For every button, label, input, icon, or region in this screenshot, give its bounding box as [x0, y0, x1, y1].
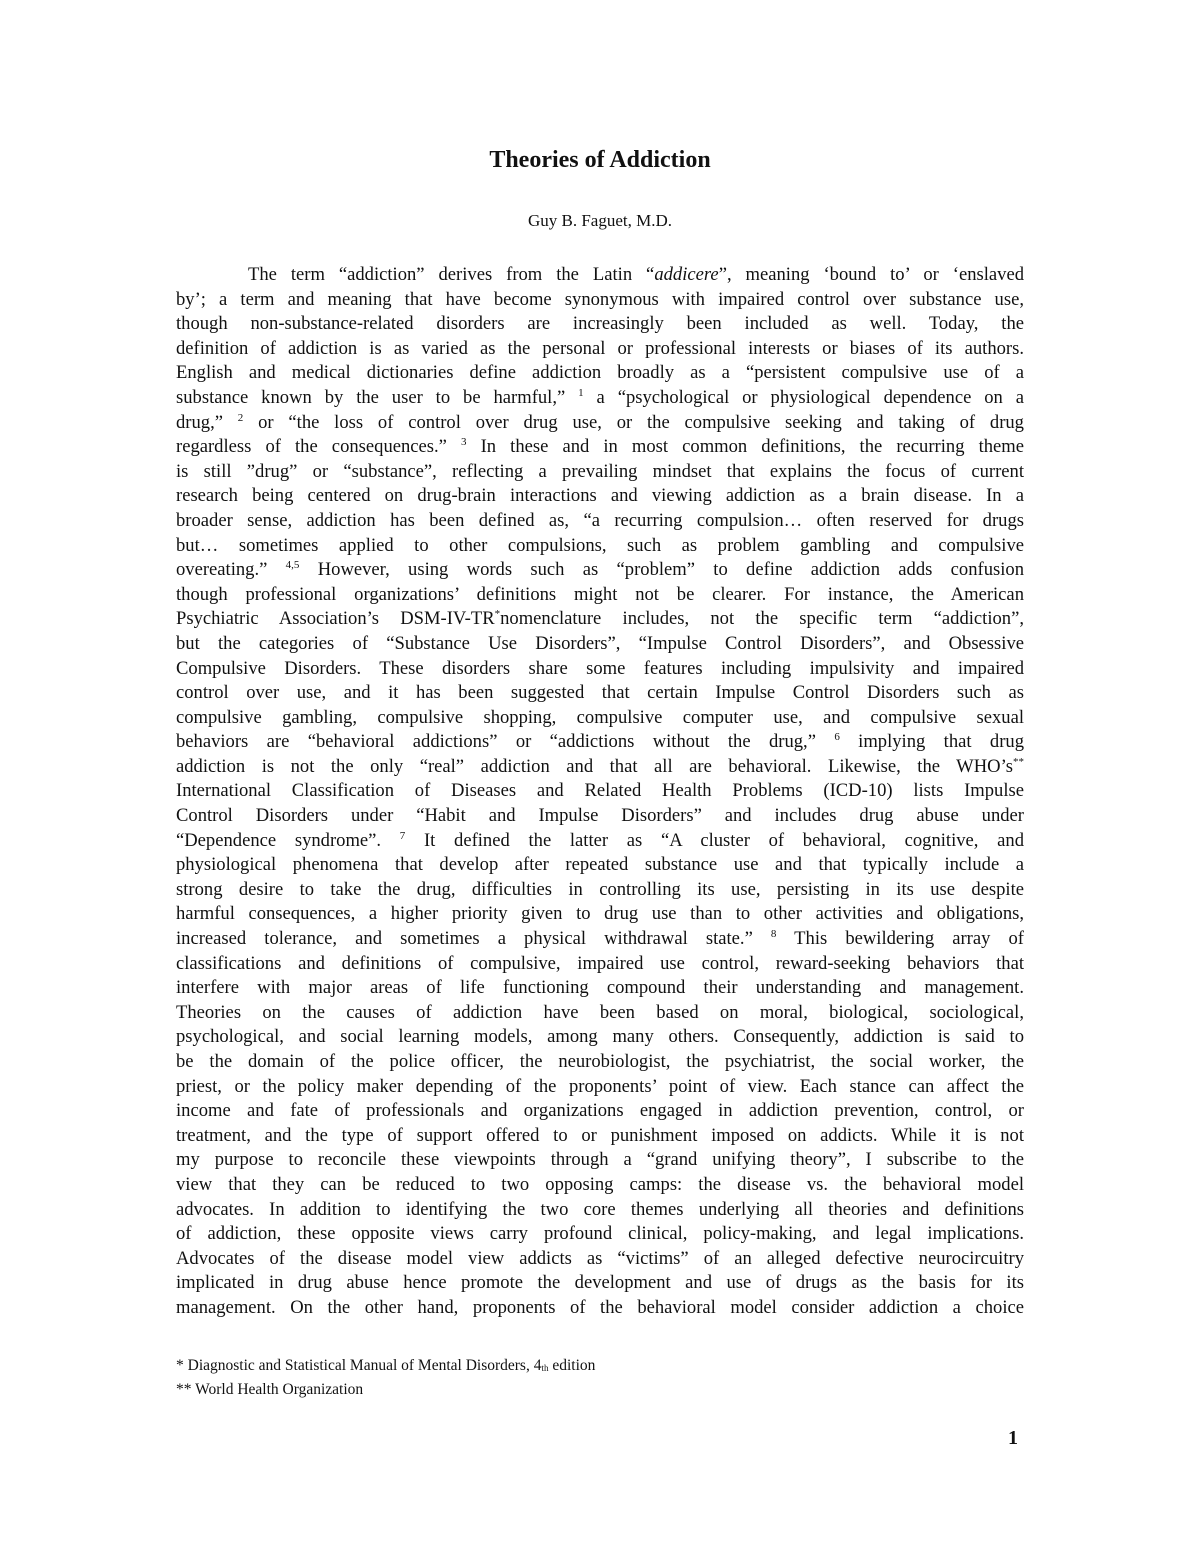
text-line: The term “addiction” derives from the Latin “addicere”, meaning ‘bound to’ or ‘enslaved	[248, 264, 1024, 285]
text-line: International Classification of Diseases and Related Health Problems (ICD-10) lists Impulse	[176, 780, 1024, 802]
text-line: though professional organizations’ definitions might not be clearer. For instance, the American	[176, 583, 1024, 605]
text-line: view that they can be reduced to two opposing camps: the disease vs. the behavioral model	[176, 1173, 1024, 1195]
text-line: my purpose to reconcile these viewpoints through a “grand unifying theory”, I subscribe to the	[176, 1149, 1024, 1171]
text-line: priest, or the policy maker depending of the proponents’ point of view. Each stance can affect the	[176, 1075, 1024, 1097]
citation-ref: 8	[770, 928, 777, 941]
citation-ref: 6	[834, 731, 840, 744]
text-line: is still ”drug” or “substance”, reflecting a prevailing mindset that explains the focus of current	[176, 460, 1024, 482]
text-line: strong desire to take the drug, difficulties in controlling its use, persisting in its use despite	[176, 878, 1024, 900]
latin-term: addicere	[654, 264, 719, 285]
citation-ref: 1	[578, 386, 584, 399]
text-line: though non-substance-related disorders are increasingly been included as well. Today, the	[176, 313, 1024, 335]
text-line: broader sense, addiction has been defined as, “a recurring compulsion… often reserved for drugs	[176, 509, 1024, 531]
text-line: be the domain of the police officer, the neurobiologist, the psychiatrist, the social worker, the	[176, 1051, 1024, 1072]
footnote-marker: *	[494, 608, 501, 621]
footnote-marker: **	[1013, 755, 1024, 768]
text-line: Compulsive Disorders. These disorders share some features including impulsivity and impaired	[176, 657, 1024, 679]
text-line: but… sometimes applied to other compulsions, such as problem gambling and compulsive	[176, 534, 1024, 556]
text-line: increased tolerance, and sometimes a physical withdrawal state.” $^8$ This bewildering array of	[176, 928, 1024, 950]
text-line: drug,” $^2$ or “the loss of control over drug use, or the compulsive seeking and taking of drug	[176, 411, 1024, 433]
text-line: advocates. In addition to identifying the two core themes underlying all theories and definitions	[176, 1198, 1024, 1220]
text-line: psychological, and social learning models, among many others. Consequently, addiction is said to	[176, 1026, 1024, 1048]
text-line: Psychiatric Association’s DSM-IV-TR*nomenclature includes, not the specific term “addiction”,	[176, 608, 1024, 630]
text-line: research being centered on drug-brain interactions and viewing addiction as a brain disease. In a	[176, 485, 1024, 507]
text-line: income and fate of professionals and organizations engaged in addiction prevention, control, or	[176, 1100, 1024, 1122]
citation-ref: 3	[461, 436, 467, 449]
citation-ref: 2	[237, 411, 244, 424]
text-line: treatment, and the type of support offered to or punishment imposed on addicts. While it is not	[176, 1124, 1024, 1146]
citation-ref: 7	[399, 829, 406, 842]
text-line: addiction is not the only “real” addiction and that all are behavioral. Likewise, the WHO’s**	[176, 755, 1024, 777]
text-line: Control Disorders under “Habit and Impulse Disorders” and includes drug abuse under	[176, 805, 1024, 827]
text-line: implicated in drug abuse hence promote the development and use of drugs as the basis for its	[176, 1272, 1024, 1294]
text-line: Advocates of the disease model view addicts as “victims” of an alleged defective neurocircuitry	[176, 1247, 1024, 1269]
text-line: English and medical dictionaries define addiction broadly as a “persistent compulsive use of a	[176, 362, 1024, 384]
page-number: 1	[1008, 1427, 1018, 1449]
text-line: by’; a term and meaning that have become synonymous with impaired control over substance use,	[176, 288, 1024, 310]
text-line: overeating.” $^{4,5}$ However, using words such as “problem” to define addiction adds confusion	[176, 559, 1024, 581]
text-line: classifications and definitions of compulsive, impaired use control, reward-seeking behaviors that	[176, 952, 1024, 974]
text-line: regardless of the consequences.” $^3$ In these and in most common definitions, the recurring theme	[176, 436, 1024, 458]
body-paragraph	[176, 263, 1024, 1321]
text-line: definition of addiction is as varied as the personal or professional interests or biases of its authors.	[176, 337, 1024, 359]
text-line: management. On the other hand, proponents of the behavioral model consider addiction a choice	[176, 1296, 1024, 1318]
text-line: compulsive gambling, compulsive shopping, compulsive computer use, and compulsive sexual	[176, 706, 1024, 728]
footnote-dsm: * Diagnostic and Statistical Manual of Mental Disorders, 4th edition	[176, 1357, 596, 1374]
text-line: but the categories of “Substance Use Disorders”, “Impulse Control Disorders”, and Obsessive	[176, 632, 1024, 654]
footnote-who: ** World Health Organization	[176, 1381, 364, 1398]
text-line: “Dependence syndrome”. $^7$ It defined the latter as “A cluster of behavioral, cognitive, and	[176, 829, 1024, 851]
text-line: physiological phenomena that develop after repeated substance use and that typically include a	[176, 854, 1024, 876]
citation-ref: 4,5	[285, 559, 300, 572]
text-line: behaviors are “behavioral addictions” or “addictions without the drug,” $^6$ implying that drug	[176, 731, 1025, 753]
text-line: harmful consequences, a higher priority given to drug use than to other activities and obligations,	[176, 903, 1024, 925]
text-line: substance known by the user to be harmful,” $^1$ a “psychological or physiological dependence on a	[176, 386, 1024, 408]
text-line: Theories on the causes of addiction have been based on moral, biological, sociological,	[176, 1001, 1024, 1023]
text-line: control over use, and it has been suggested that certain Impulse Control Disorders such as	[176, 682, 1024, 704]
text-line: interfere with major areas of life functioning compound their understanding and management.	[176, 977, 1024, 999]
ordinal-suffix: th	[541, 1363, 549, 1373]
document-author: Guy B. Faguet, M.D.	[527, 211, 673, 230]
footnotes	[176, 1355, 1024, 1401]
text-line: of addiction, these opposite views carry profound clinical, policy-making, and legal implications.	[176, 1223, 1024, 1245]
document-title: Theories of Addiction	[489, 147, 711, 173]
